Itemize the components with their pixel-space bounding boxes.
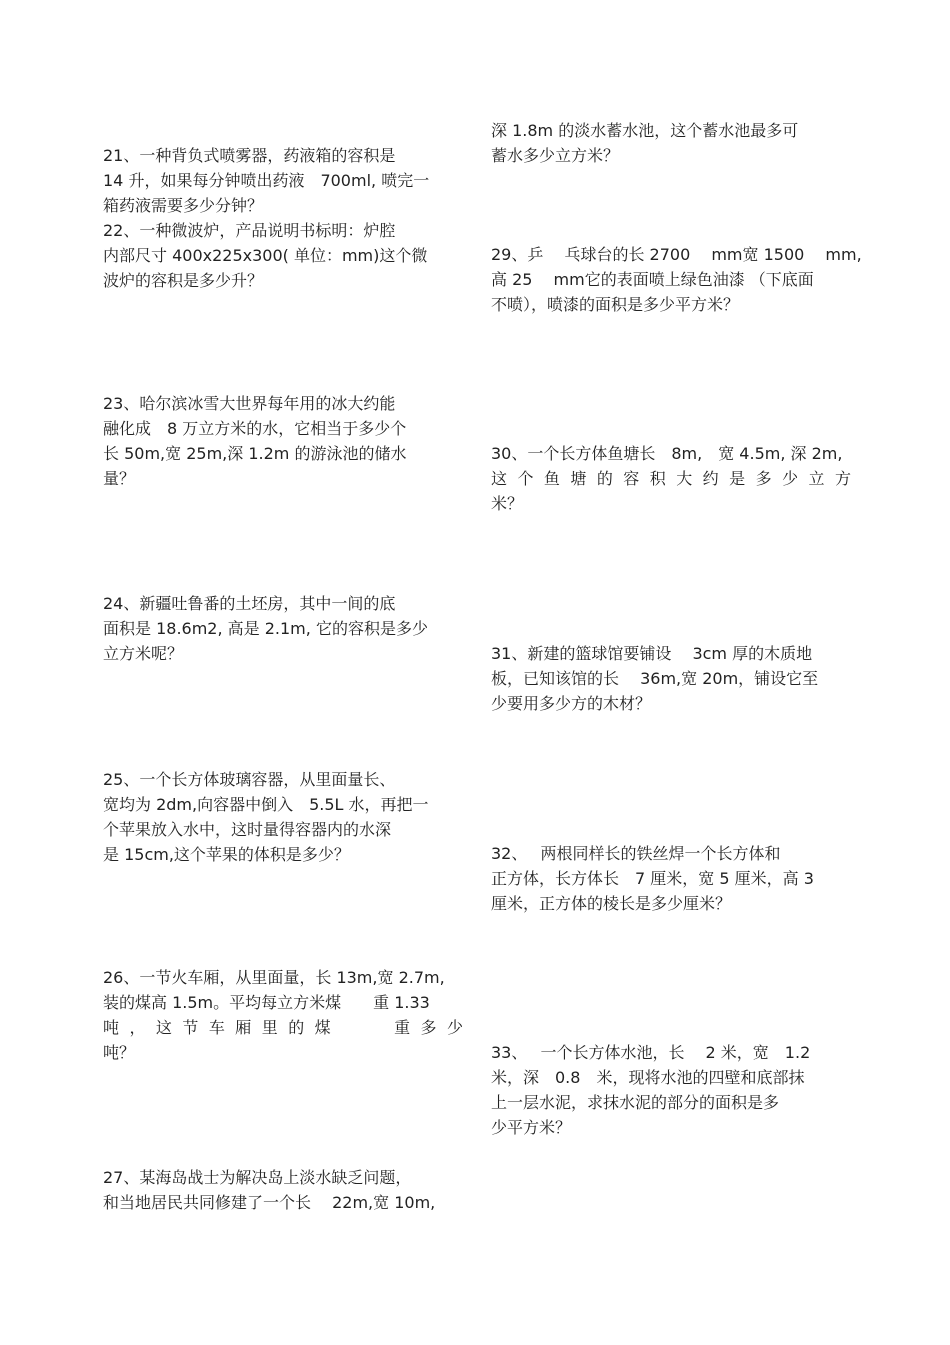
question-27-cont-line-2: 蓄水多少立方米？: [491, 146, 620, 165]
question-33-line-4: 少平方米？: [491, 1118, 572, 1137]
question-21: [103, 143, 463, 218]
question-27-line-1: 27、某海岛战士为解决岛上淡水缺乏问题，: [103, 1168, 412, 1187]
question-30: [491, 441, 851, 516]
question-23-line-3: 长 50m,宽 25m,深 1.2m 的游泳池的储水: [103, 444, 407, 463]
question-24-line-1: 24、新疆吐鲁番的土坯房，其中一间的底: [103, 594, 396, 613]
question-27-line-2: 和当地居民共同修建了一个长 22m,宽 10m,: [103, 1193, 436, 1212]
question-25: [103, 767, 463, 867]
question-27: [103, 1165, 463, 1215]
question-27-continued: [491, 118, 851, 168]
question-29-line-2: 高 25 mm它的表面喷上绿色油漆 （下底面: [491, 270, 814, 289]
question-31-line-2: 板，已知该馆的长 36m,宽 20m，铺设它至: [491, 669, 819, 688]
question-33-line-2: 米，深 0.8 米，现将水池的四壁和底部抹: [491, 1068, 805, 1087]
question-26-line-4: 吨？: [103, 1043, 136, 1062]
question-24-line-3: 立方米呢？: [103, 644, 184, 663]
question-26-line-3: 吨，这节车厢里的煤 重多少: [103, 1018, 463, 1037]
question-31: [491, 641, 851, 716]
question-23-line-1: 23、哈尔滨冰雪大世界每年用的冰大约能: [103, 394, 396, 413]
question-24: [103, 591, 463, 666]
question-33-line-1: 33、 一个长方体水池，长 2 米，宽 1.2: [491, 1043, 811, 1062]
question-26-line-1: 26、一节火车厢，从里面量，长 13m,宽 2.7m,: [103, 968, 445, 987]
question-22-line-2: 内部尺寸 400x225x300( 单位：mm)这个微: [103, 246, 428, 265]
question-22: [103, 218, 463, 293]
question-32-line-3: 厘米，正方体的棱长是多少厘米？: [491, 894, 732, 913]
question-25-line-4: 是 15cm,这个苹果的体积是多少？: [103, 845, 350, 864]
question-27-cont-line-1: 深 1.8m 的淡水蓄水池，这个蓄水池最多可: [491, 121, 799, 140]
question-25-line-1: 25、一个长方体玻璃容器，从里面量长、: [103, 770, 396, 789]
question-23-line-2: 融化成 8 万立方米的水，它相当于多少个: [103, 419, 407, 438]
question-32-line-1: 32、 两根同样长的铁丝焊一个长方体和: [491, 844, 781, 863]
question-29-line-1: 29、乒 乓球台的长 2700 mm宽 1500 mm,: [491, 245, 862, 264]
question-31-line-1: 31、新建的篮球馆要铺设 3cm 厚的木质地: [491, 644, 813, 663]
question-30-line-3: 米？: [491, 494, 524, 513]
question-23-line-4: 量？: [103, 469, 136, 488]
question-22-line-1: 22、一种微波炉，产品说明书标明：炉腔: [103, 221, 396, 240]
question-26-line-2: 装的煤高 1.5m。平均每立方米煤 重 1.33: [103, 993, 430, 1012]
question-21-line-2: 14 升，如果每分钟喷出药液 700ml, 喷完一: [103, 171, 430, 190]
question-30-line-1: 30、一个长方体鱼塘长 8m, 宽 4.5m, 深 2m,: [491, 444, 843, 463]
question-22-line-3: 波炉的容积是多少升？: [103, 271, 264, 290]
question-31-line-3: 少要用多少方的木材？: [491, 694, 652, 713]
question-21-line-3: 箱药液需要多少分钟？: [103, 196, 264, 215]
question-33: [491, 1040, 851, 1140]
question-32-line-2: 正方体，长方体长 7 厘米，宽 5 厘米，高 3: [491, 869, 814, 888]
question-25-line-3: 个苹果放入水中，这时量得容器内的水深: [103, 820, 392, 839]
question-24-line-2: 面积是 18.6m2, 高是 2.1m, 它的容积是多少: [103, 619, 428, 638]
question-21-line-1: 21、一种背负式喷雾器，药液箱的容积是: [103, 146, 396, 165]
question-29-line-3: 不喷），喷漆的面积是多少平方米？: [491, 295, 740, 314]
question-33-line-3: 上一层水泥，求抹水泥的部分的面积是多: [491, 1093, 780, 1112]
question-26: [103, 965, 463, 1065]
question-29: [491, 242, 862, 317]
question-25-line-2: 宽均为 2dm,向容器中倒入 5.5L 水，再把一: [103, 795, 429, 814]
question-23: [103, 391, 463, 491]
question-30-line-2: 这个鱼塘的容积大约是多少立方: [491, 469, 851, 488]
question-32: [491, 841, 851, 916]
